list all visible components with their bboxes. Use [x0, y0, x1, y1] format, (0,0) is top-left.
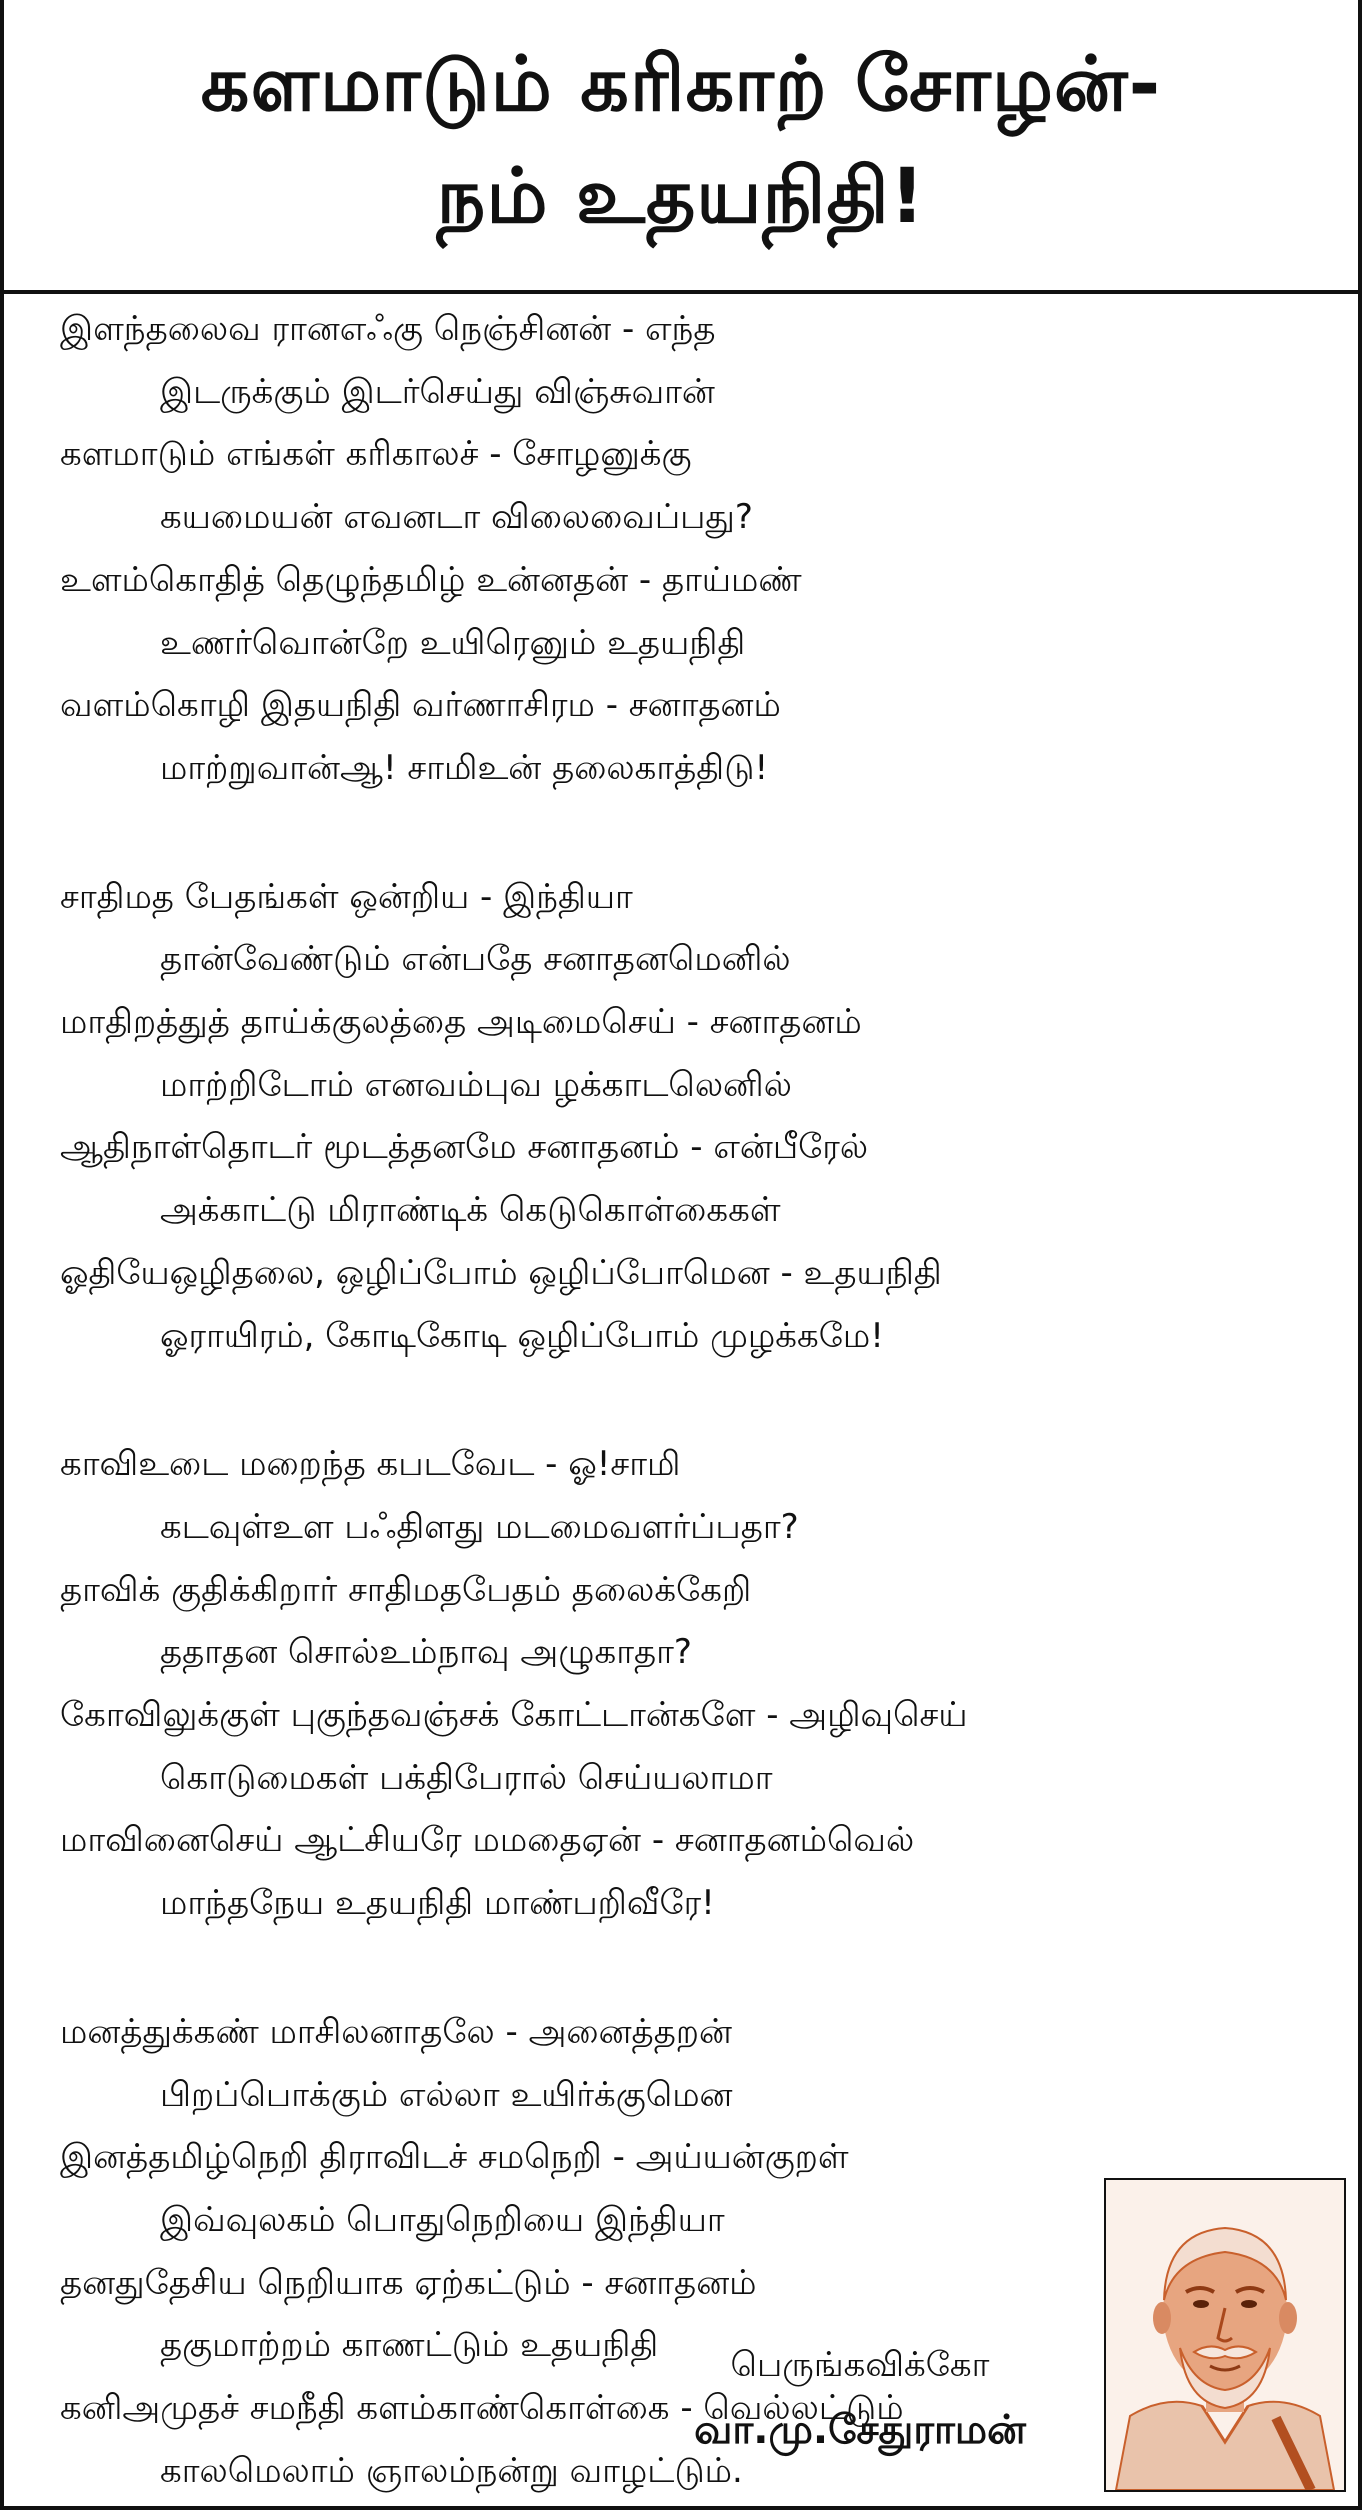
- poem-line: தான்வேண்டும் என்பதே சனாதனமெனில்: [160, 939, 791, 980]
- poem-line: வளம்கொழி இதயநிதி வர்ணாசிரம - சனாதனம்: [60, 685, 781, 726]
- poem-line: கோவிலுக்குள் புகுந்தவஞ்சக் கோட்டான்களே - அழிவுசெய்: [60, 1695, 968, 1735]
- signature-title: பெருங்கவிக்கோ: [730, 2345, 990, 2385]
- poem-line: மாந்தநேய உதயநிதி மாண்பறிவீரே!: [160, 1883, 715, 1924]
- poem-line: ஓராயிரம், கோடிகோடி ஒழிப்போம் முழக்கமே!: [160, 1315, 884, 1356]
- page-title: [0, 28, 1362, 252]
- poem-line: இவ்வுலகம் பொதுநெறியை இந்தியா: [160, 2199, 725, 2240]
- poem-line: மாற்றுவான்ஆ! சாமிஉன் தலைகாத்திடு!: [160, 747, 769, 788]
- poem-line: தகுமாற்றம் காணட்டும் உதயநிதி: [160, 2325, 659, 2366]
- signature-author-name: வா.மு.சேதுராமன்: [694, 2407, 1026, 2453]
- poem-line: கயமையன் எவனடா விலைவைப்பது?: [160, 497, 753, 538]
- poem-line: ஓதியேஒழிதலை, ஒழிப்போம் ஒழிப்போமென - உதயநிதி: [60, 1252, 942, 1293]
- title-divider: [0, 290, 1362, 294]
- poet-portrait: [1104, 2178, 1346, 2492]
- poem-line: பிறப்பொக்கும் எல்லா உயிர்க்குமென: [160, 2074, 733, 2115]
- poem-line: சாதிமத பேதங்கள் ஒன்றிய - இந்தியா: [60, 876, 633, 917]
- poem-line: இளந்தலைவ ரானஎஃகு நெஞ்சினன் - எந்த: [60, 309, 716, 349]
- poem-line: கடவுள்உள பஃதிளது மடமைவளர்ப்பதா?: [160, 1506, 799, 1547]
- poem-line: கனிஅமுதச் சமநீதி களம்காண்கொள்கை - வெல்லட்டும்: [60, 2388, 904, 2428]
- poem-line: அக்காட்டு மிராண்டிக் கெடுகொள்கைகள்: [160, 1190, 781, 1231]
- title-line-2: நம் உதயநிதி!: [436, 151, 926, 240]
- poem-line: மாவினைசெய் ஆட்சியரே மமதைஏன் - சனாதனம்வெல்: [60, 1820, 915, 1861]
- poem-line: மனத்துக்கண் மாசிலனாதலே - அனைத்தறன்: [60, 2011, 732, 2052]
- poem-line: தனதுதேசிய நெறியாக ஏற்கட்டும் - சனாதனம்: [60, 2262, 757, 2303]
- poem-line: ததாதன சொல்உம்நாவு அழுகாதா?: [160, 1632, 692, 1673]
- poem-line: உணர்வொன்றே உயிரெனும் உதயநிதி: [160, 622, 746, 663]
- poem-line: மாற்றிடோம் எனவம்புவ ழக்காடலெனில்: [160, 1064, 792, 1105]
- poem-line: தாவிக் குதிக்கிறார் சாதிமதபேதம் தலைக்கேறி: [60, 1569, 752, 1610]
- poem-line: காலமெலாம் ஞாலம்நன்று வாழட்டும்.: [160, 2450, 743, 2491]
- poem-line: மாதிறத்துத் தாய்க்குலத்தை அடிமைசெய் - சனாதனம்: [60, 1002, 862, 1042]
- poet-portrait-image: [1106, 2180, 1344, 2490]
- poem-line: உளம்கொதித் தெழுந்தமிழ் உன்னதன் - தாய்மண்: [60, 559, 802, 600]
- title-line-1: களமாடும் கரிகாற் சோழன்-: [200, 39, 1162, 128]
- poem-line: இடருக்கும் இடர்செய்து விஞ்சுவான்: [160, 371, 715, 412]
- poem-line: களமாடும் எங்கள் கரிகாலச் - சோழனுக்கு: [60, 434, 692, 475]
- poem-line: ஆதிநாள்தொடர் மூடத்தனமே சனாதனம் - என்பீரேல்: [60, 1127, 869, 1168]
- poem-line: காவிஉடை மறைந்த கபடவேட - ஓ!சாமி: [60, 1444, 681, 1485]
- poem-line: கொடுமைகள் பக்திபேரால் செய்யலாமா: [160, 1757, 773, 1798]
- poem-line: இனத்தமிழ்நெறி திராவிடச் சமநெறி - அய்யன்குறள்: [60, 2137, 849, 2178]
